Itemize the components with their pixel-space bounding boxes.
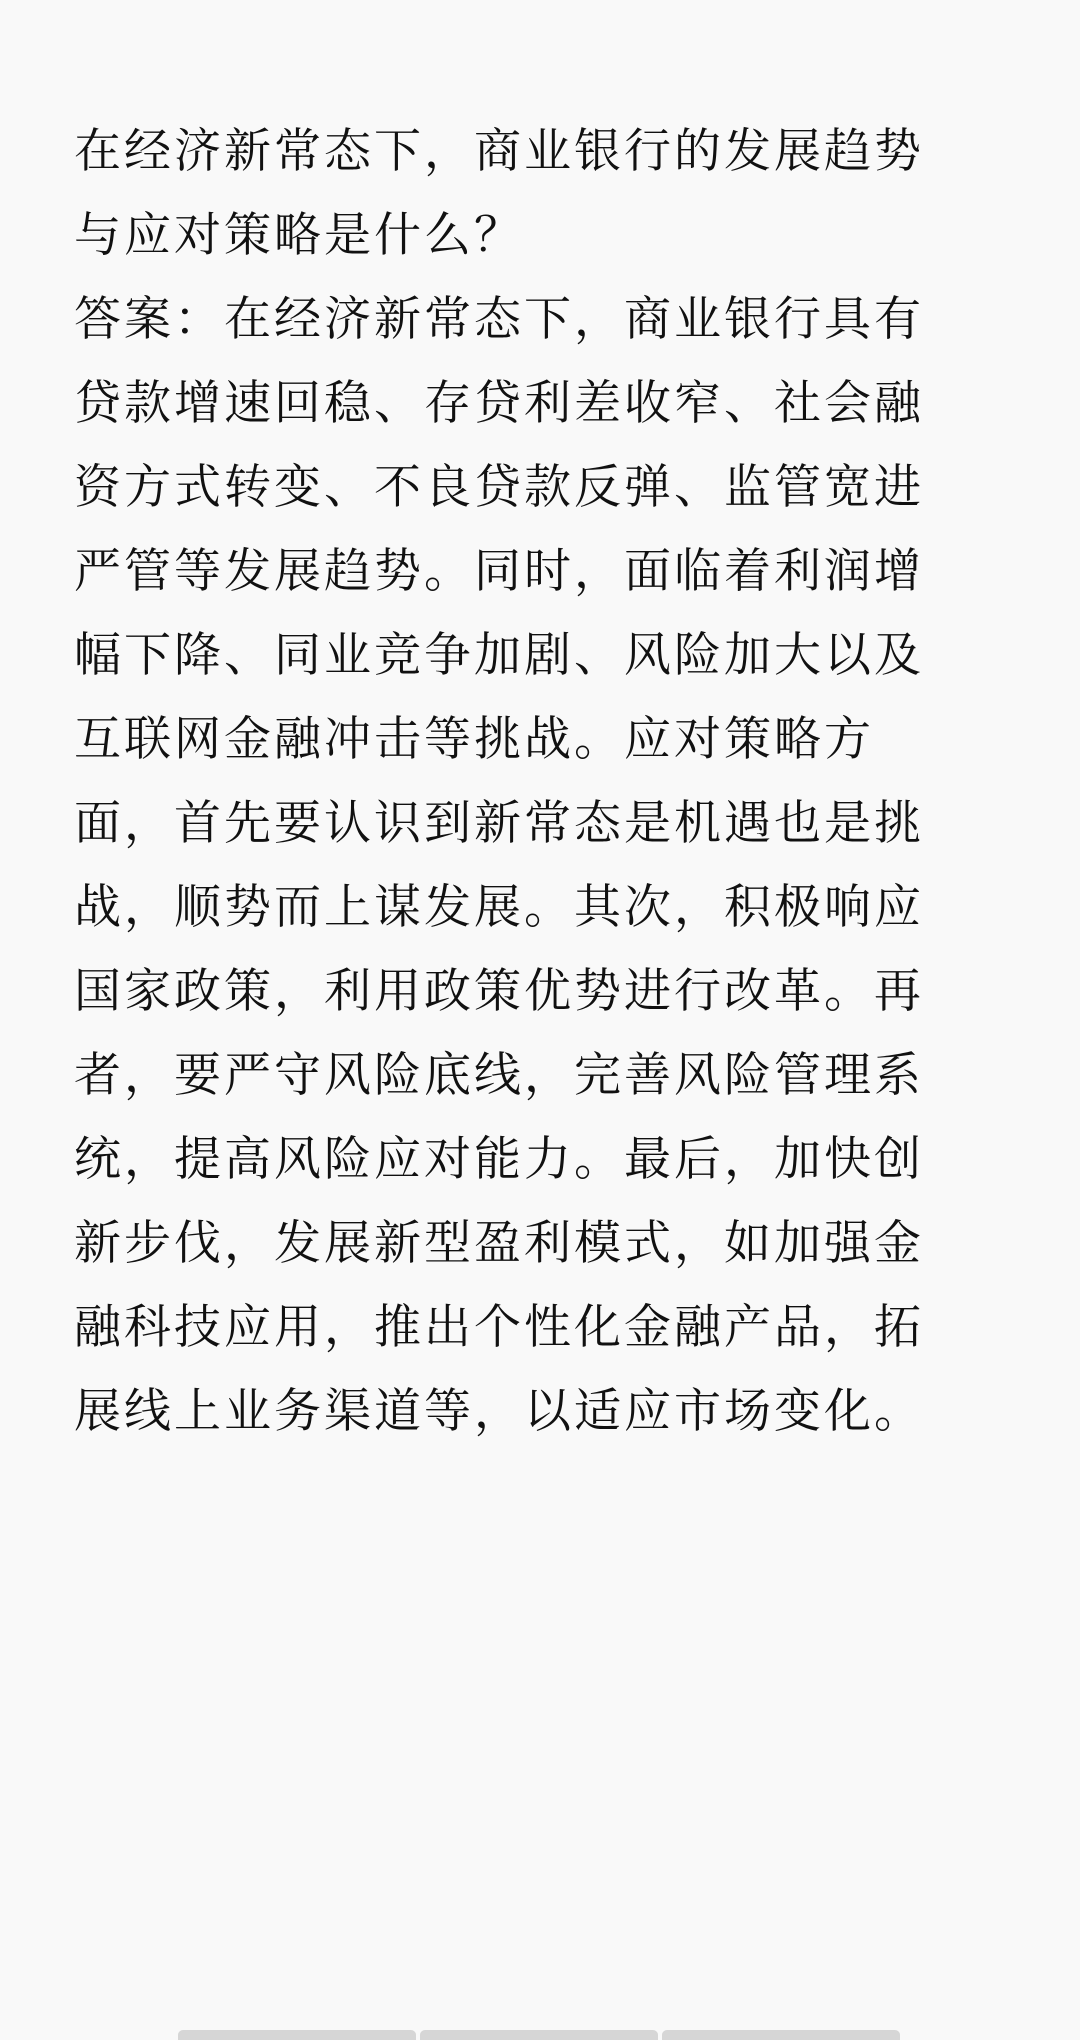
qa-text-block (74, 110, 1014, 1454)
home-indicator-segment (178, 2030, 416, 2040)
answer-line-13: 融科技应用，推出个性化金融产品，拓 (74, 1300, 924, 1355)
home-indicator-segment (420, 2030, 658, 2040)
home-indicator-bar[interactable] (178, 2030, 900, 2040)
answer-line-5: 幅下降、同业竞争加剧、风险加大以及 (74, 628, 924, 683)
answer-line-9: 国家政策，利用政策优势进行改革。再 (74, 964, 924, 1019)
answer-line-11: 统，提高风险应对能力。最后，加快创 (74, 1132, 924, 1187)
answer-line-3: 资方式转变、不良贷款反弹、监管宽进 (74, 460, 924, 515)
answer-line-10: 者，要严守风险底线，完善风险管理系 (74, 1048, 924, 1103)
answer-line-12: 新步伐，发展新型盈利模式，如加强金 (74, 1216, 924, 1271)
answer-line-1: 答案：在经济新常态下，商业银行具有 (74, 292, 924, 347)
home-indicator-segment (662, 2030, 900, 2040)
answer-line-2: 贷款增速回稳、存贷利差收窄、社会融 (74, 376, 924, 431)
question-line-1: 在经济新常态下，商业银行的发展趋势 (74, 124, 924, 179)
answer-line-6: 互联网金融冲击等挑战。应对策略方 (74, 712, 874, 767)
answer-line-4: 严管等发展趋势。同时，面临着利润增 (74, 544, 924, 599)
answer-line-8: 战，顺势而上谋发展。其次，积极响应 (74, 880, 924, 935)
answer-line-7: 面，首先要认识到新常态是机遇也是挑 (74, 796, 924, 851)
answer-line-14: 展线上业务渠道等，以适应市场变化。 (74, 1384, 924, 1439)
question-line-2: 与应对策略是什么？ (74, 208, 524, 263)
